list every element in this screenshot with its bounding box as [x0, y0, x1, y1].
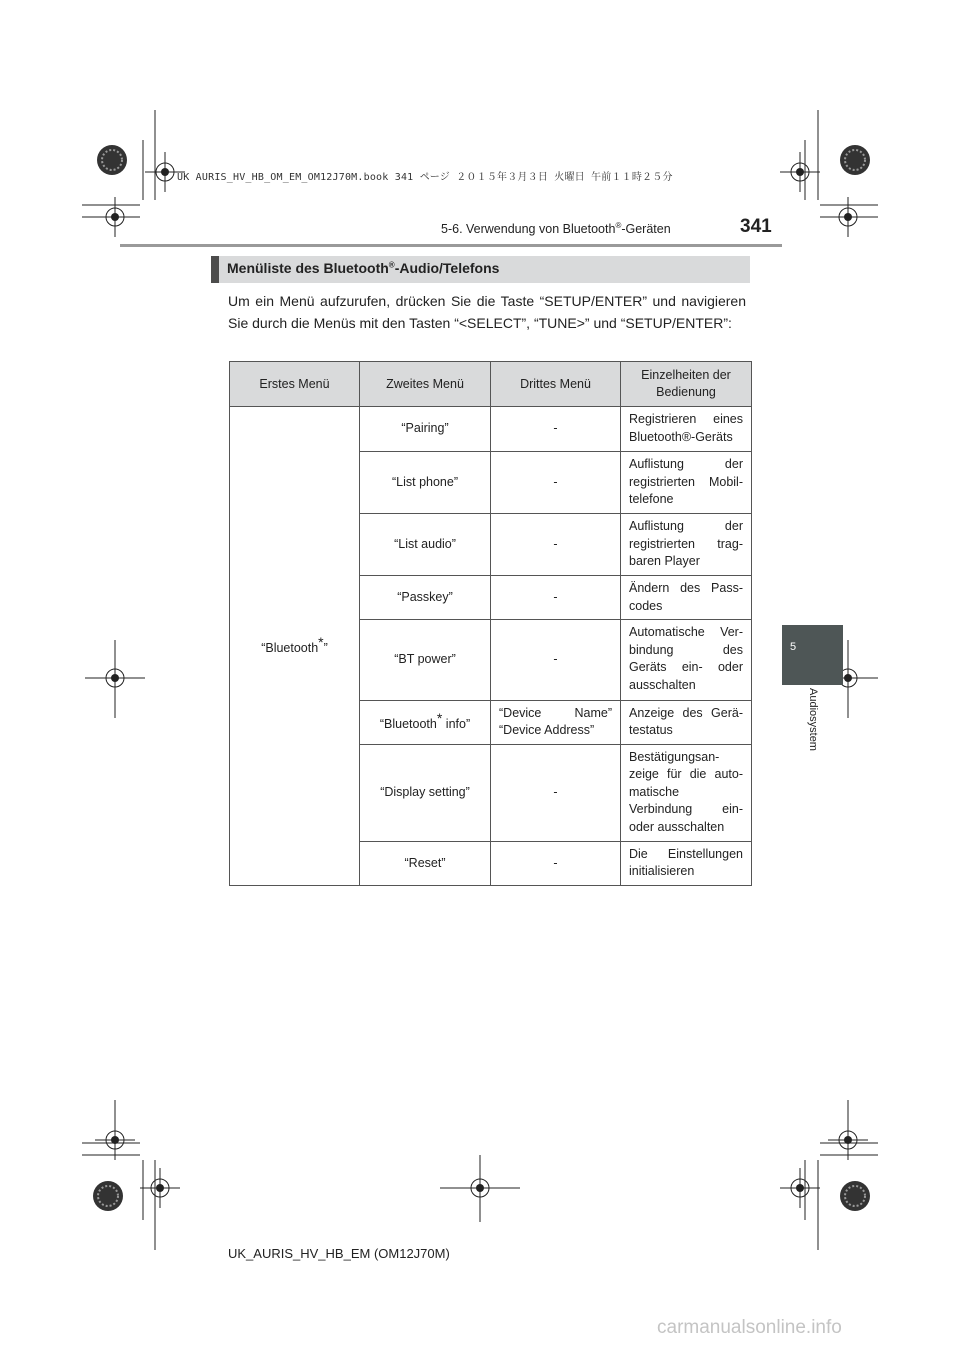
third-menu-item: - [491, 514, 621, 576]
second-menu-item: “Display setting” [360, 744, 491, 841]
second-menu-item: “List phone” [360, 452, 491, 514]
header-first-menu: Erstes Menü [230, 362, 360, 407]
third-menu-item: - [491, 620, 621, 700]
third-menu-item: “Device Name” “Device Address” [491, 700, 621, 744]
second-menu-item: “Pairing” [360, 407, 491, 452]
intro-paragraph: Um ein Menü aufzurufen, drücken Sie die Taste “SETUP/ENTER” und navigieren Sie durch die Menüs mit den Tasten “<SELECT”, “TUNE>” und “SETUP/ENTER”: [228, 293, 746, 331]
detail-cell: Auflistung der registrierten trag- baren Player [621, 514, 752, 576]
second-menu-item: “Passkey” [360, 576, 491, 620]
second-menu-item: “Bluetooth* info” [360, 700, 491, 744]
table-header-row [230, 362, 752, 407]
detail-cell: Automatische Ver- bindung des Geräts ein- oder ausschalten [621, 620, 752, 700]
third-menu-item: - [491, 841, 621, 885]
section-heading-text: Menüliste des Bluetooth®-Audio/Telefons [227, 260, 500, 276]
third-menu-item: - [491, 576, 621, 620]
detail-cell: Bestätigungsan- zeige für die auto- matische Verbindung ein- oder ausschalten [621, 744, 752, 841]
first-menu-bluetooth: “Bluetooth*” [230, 407, 360, 886]
detail-cell: Die Einstellungen initialisieren [621, 841, 752, 885]
section-heading [211, 256, 750, 283]
page-number: 341 [740, 216, 772, 237]
footer-code: UK_AURIS_HV_HB_EM (OM12J70M) [228, 1246, 450, 1261]
header-rule [120, 244, 782, 247]
running-header: 5-6. Verwendung von Bluetooth®-Geräten [441, 221, 671, 237]
third-menu-item: - [491, 452, 621, 514]
second-menu-item: “BT power” [360, 620, 491, 700]
chapter-number: 5 [790, 641, 797, 653]
detail-cell: Registrieren eines Bluetooth®-Geräts [621, 407, 752, 452]
table-row [230, 407, 752, 452]
header-second-menu: Zweites Menü [360, 362, 491, 407]
watermark: carmanualsonline.info [657, 1317, 842, 1338]
detail-cell: Anzeige des Gerä- testatus [621, 700, 752, 744]
third-menu-item: - [491, 407, 621, 452]
book-info-line: UK AURIS_HV_HB_OM_EM_OM12J70M.book 341 ページ ２０１５年３月３日 火曜日 午前１１時２５分 [177, 172, 673, 183]
header-third-menu: Drittes Menü [491, 362, 621, 407]
detail-cell: Auflistung der registrierten Mobil- telefone [621, 452, 752, 514]
second-menu-item: “Reset” [360, 841, 491, 885]
chapter-label: Audiosystem [807, 688, 819, 751]
second-menu-item: “List audio” [360, 514, 491, 576]
third-menu-item: - [491, 744, 621, 841]
menu-table [229, 361, 752, 886]
section-heading-bar [211, 256, 219, 283]
detail-cell: Ändern des Pass- codes [621, 576, 752, 620]
chapter-tab [782, 625, 843, 685]
header-details: Einzelheiten der Bedienung [621, 362, 752, 407]
